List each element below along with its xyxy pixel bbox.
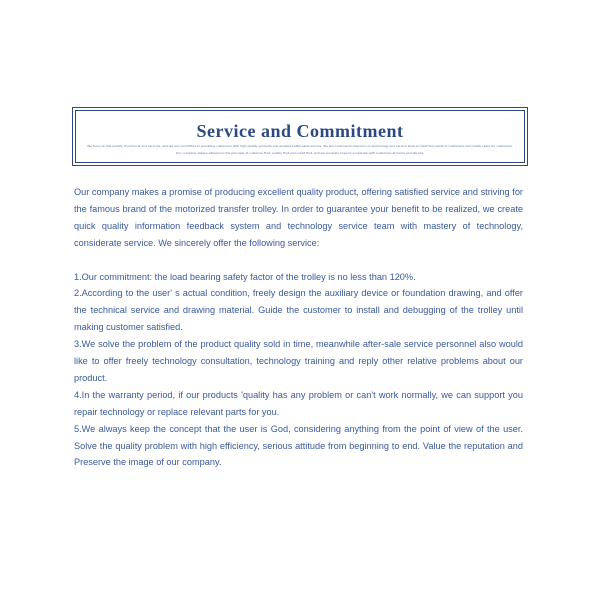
- body-text: [74, 184, 523, 471]
- header-box: [72, 107, 528, 166]
- page-title: Service and Commitment: [196, 121, 404, 141]
- list-item: 1.Our commitment: the load bearing safety factor of the trolley is no less than 120%.: [74, 271, 416, 282]
- fine-print-line-1: We focus on the quality of products and services, and we are committed to providing customers with high quality products and excellent after-sales service. We will continue to improve our technology and service level to meet the needs of customers and create value for customers.: [87, 144, 513, 148]
- list-item: 2.According to the user' s actual condition, freely design the auxiliary device or foundation drawing, and offer the technical service and drawing material. Guide the customer to install and debugging of the trolley until making customer satisfied.: [74, 288, 523, 333]
- list-item: 4.In the warranty period, if our products 'quality has any problem or can't work normally, we can support you repair technology or replace relevant parts for you.: [74, 389, 523, 417]
- paragraph-spacer: [74, 252, 523, 269]
- header-inner-border: [75, 110, 525, 163]
- fine-print-line-2: Our company always adheres to the principle of customer first, quality first and credit first, and we sincerely hope to cooperate with customers at home and abroad.: [175, 151, 425, 155]
- list-item: 5.We always keep the concept that the user is God, considering anything from the point of view of the user. Solve the quality problem with high efficiency, serious attitude from beginning to end. Value the reputation and Preserve the image of our company.: [74, 423, 523, 468]
- intro-paragraph: Our company makes a promise of producing excellent quality product, offering satisfied service and striving for the famous brand of the motorized transfer trolley. In order to guarantee your benefit to be realized, we create quick quality information feedback system and technology service team with mastery of technology, considerate service. We sincerely offer the following service:: [74, 187, 523, 248]
- list-item: 3.We solve the problem of the product quality sold in time, meanwhile after-sale service personnel also would like to offer freely technology consultation, technology training and reply other relative problems about our product.: [74, 339, 523, 383]
